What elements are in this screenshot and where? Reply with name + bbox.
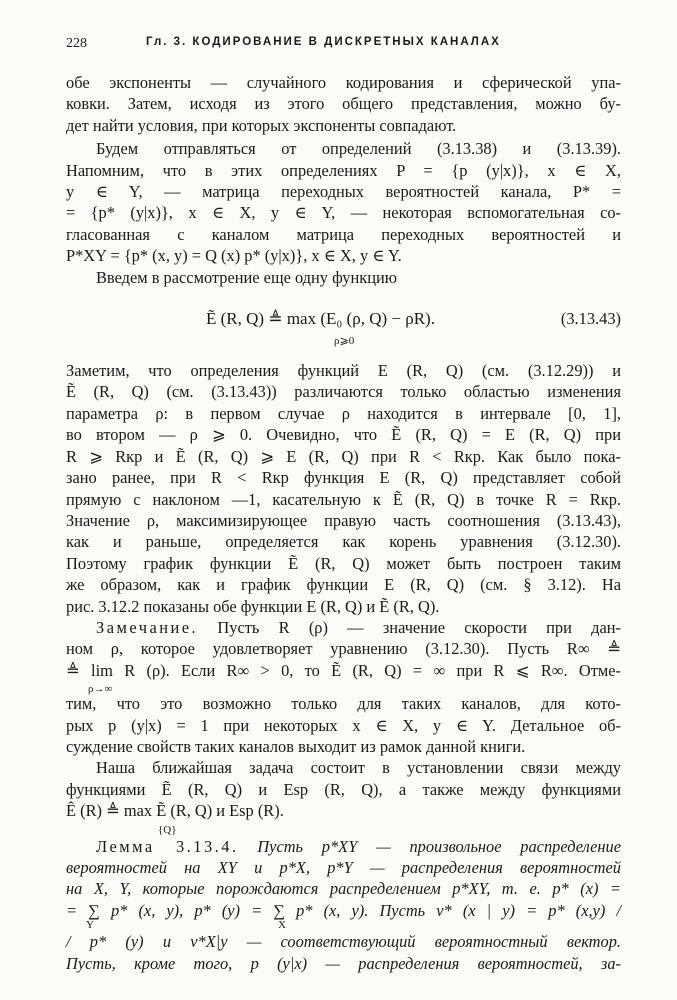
remark-text: Пусть R (ρ) — значение скорости при дан- bbox=[198, 617, 621, 637]
text-line: P*XY = {p* (x, y) = Q (x) p* (y|x)}, x ∈ X, y ∈ Y. bbox=[66, 246, 402, 266]
text-line: как и раньше, определяется как корень уравнения (3.12.30). bbox=[66, 532, 621, 552]
text-line: Будем отправляться от определений (3.13.38) и (3.13.39). bbox=[96, 139, 621, 159]
text-line: Наша ближайшая задача состоит в установлении связи между bbox=[96, 758, 621, 778]
text-line: Ê (R) ≜ max Ẽ (R, Q) и Esp (R). bbox=[66, 801, 284, 821]
text-line: гласованная с каналом матрица переходных вероятностей и bbox=[66, 224, 621, 244]
text-line: Ẽ (R, Q) (см. (3.13.43)) различаются только областью изменения bbox=[66, 382, 621, 402]
text-line: Заметим, что определения функций E (R, Q) (см. (3.12.29)) и bbox=[66, 361, 621, 381]
equation-3-13-43 bbox=[66, 294, 621, 358]
page-body bbox=[66, 72, 621, 974]
paragraph-1 bbox=[66, 72, 621, 136]
text-line: ном ρ, которое удовлетворяет уравнению (3.12.30). Пусть R∞ ≜ bbox=[66, 639, 621, 659]
lemma-3-13-4 bbox=[66, 836, 621, 974]
text-line: зано ранее, при R < Rкр функция E (R, Q) представляет собой bbox=[66, 468, 621, 488]
page-number: 228 bbox=[66, 36, 87, 51]
text-line: = {p* (y|x)}, x ∈ X, y ∈ Y, — некоторая вспомогательная со- bbox=[66, 203, 621, 223]
lemma-label: Лемма 3.13.4. bbox=[96, 836, 239, 856]
text-line: R ⩾ Rкр и Ẽ (R, Q) ⩾ E (R, Q) при R < Rкр. Как было пока- bbox=[66, 446, 621, 466]
text-line: параметра ρ: в первом случае ρ находится в интервале [0, 1], bbox=[66, 403, 621, 423]
text-line: ≜ lim R (ρ). Если R∞ > 0, то Ẽ (R, Q) = ∞ при R ⩽ R∞. Отме- bbox=[66, 660, 621, 680]
text-line: на X, Y, которые порождаются распределением p*XY, т. е. p* (x) = bbox=[66, 879, 621, 899]
text-line: тим, что это возможно только для таких каналов, для кото- bbox=[66, 694, 621, 714]
text-line: ковки. Затем, исходя из этого общего представления, можно бу- bbox=[66, 94, 621, 114]
lemma-text: Пусть p*XY — произвольное распределение bbox=[238, 836, 622, 856]
paragraph-5 bbox=[66, 757, 621, 839]
text-line: суждение свойств таких каналов выходит из рамок данной книги. bbox=[66, 736, 526, 756]
text-line: Напомним, что в этих определениях P = {p (y|x)}, x ∈ X, bbox=[66, 160, 621, 180]
text-line: прямую с наклоном —1, касательную к Ẽ (R, Q) в точке R = Rкр. bbox=[66, 489, 621, 509]
running-head: Гл. 3. КОДИРОВАНИЕ В ДИСКРЕТНЫХ КАНАЛАХ bbox=[146, 36, 501, 48]
text-line: вероятностей на XY и p*X, p*Y — распределения вероятностей bbox=[66, 858, 621, 877]
text-line: дет найти условия, при которых экспоненты совпадают. bbox=[66, 115, 457, 135]
text-line: / p* (y) и v*X|y — соответствующий вероятностный вектор. bbox=[66, 932, 621, 952]
equation-number: (3.13.43) bbox=[560, 309, 621, 329]
text-line: = ∑ p* (x, y), p* (y) = ∑ p* (x, y). Пусть v* (x | y) = p* (x,y) / bbox=[66, 900, 621, 920]
text-line: во втором — ρ ⩾ 0. Очевидно, что Ẽ (R, Q) = E (R, Q) при bbox=[66, 425, 621, 445]
equation-subscript: ρ⩾0 bbox=[334, 335, 355, 348]
paragraph-3 bbox=[66, 267, 621, 288]
sum-subscript-x: X bbox=[278, 919, 286, 932]
lim-subscript: ρ→∞ bbox=[88, 683, 113, 696]
text-line: Значение ρ, максимизирующее правую часть соотношения (3.13.43), bbox=[66, 510, 621, 530]
text-line: рых p (y|x) = 1 при некоторых x ∈ X, y ∈ Y. Детальное об- bbox=[66, 715, 621, 735]
text-line: Пусть, кроме того, p (y|x) — распределения вероятностей, за- bbox=[66, 953, 621, 973]
text-line: рис. 3.12.2 показаны обе функции E (R, Q) и Ẽ (R, Q). bbox=[66, 596, 440, 616]
lim-subscript-line bbox=[66, 681, 621, 699]
text-line: функциями Ẽ (R, Q) и Esp (R, Q), а также между функциями bbox=[66, 779, 621, 799]
text-line bbox=[66, 617, 621, 638]
sum-subscript-y: Y bbox=[86, 919, 94, 932]
sum-subscript-line bbox=[66, 917, 621, 931]
text-line: Поэтому график функции Ẽ (R, Q) может быть построен таким bbox=[66, 553, 621, 573]
text-line: обе экспоненты — случайного кодирования и сферической упа- bbox=[66, 73, 621, 92]
paragraph-2 bbox=[66, 138, 621, 266]
max-subscript: {Q} bbox=[158, 823, 177, 836]
text-line: y ∈ Y, — матрица переходных вероятностей канала, P* = bbox=[66, 182, 621, 202]
equation-body: Ẽ (R, Q) ≜ max (E₀ (ρ, Q) − ρR). bbox=[206, 309, 435, 329]
text-line: Введем в рассмотрение еще одну функцию bbox=[96, 267, 398, 287]
text-line: же образом, как и график функции E (R, Q) (см. § 3.12). На bbox=[66, 575, 621, 595]
max-subscript-line bbox=[66, 822, 621, 840]
remark-label: Замечание. bbox=[96, 617, 199, 637]
paragraph-4 bbox=[66, 360, 621, 617]
page-header bbox=[66, 36, 621, 58]
remark bbox=[66, 617, 621, 757]
